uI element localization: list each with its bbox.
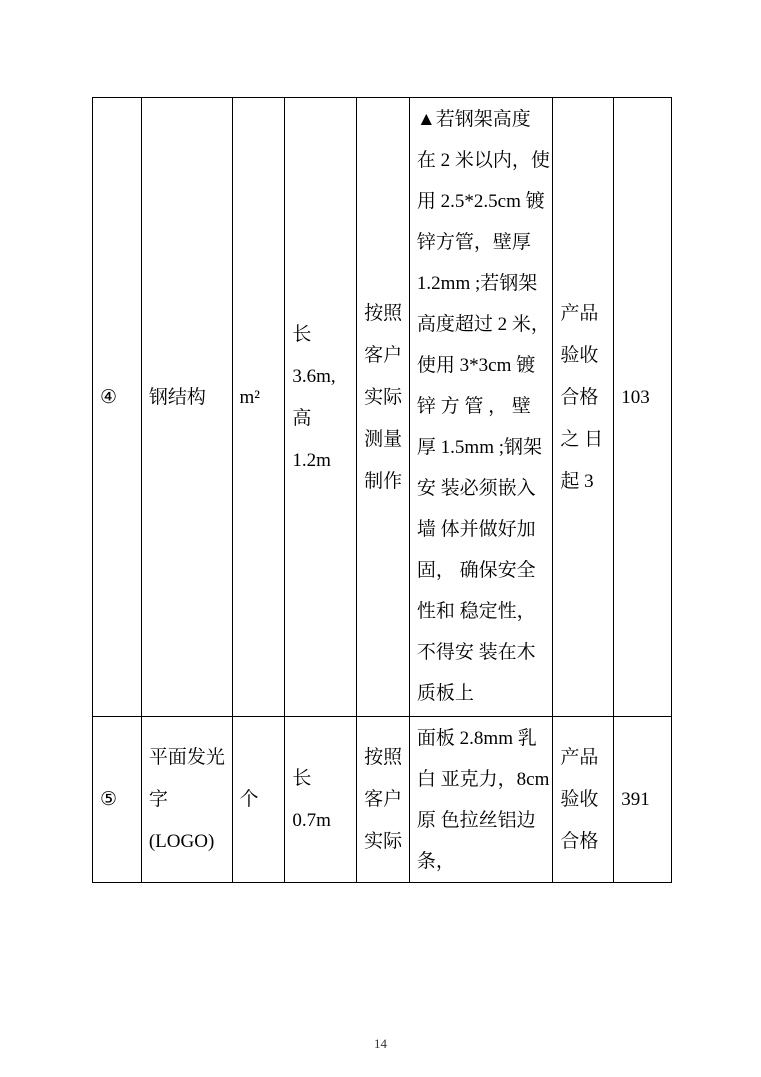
text-line: 起 3 bbox=[560, 471, 594, 492]
text-line: 0.7m bbox=[292, 809, 331, 831]
text-line: 之 日 bbox=[560, 429, 604, 450]
text-line: (LOGO) bbox=[148, 830, 215, 852]
unit-value: m² bbox=[239, 387, 260, 408]
table-row bbox=[93, 98, 671, 717]
text-line: 平面发光 bbox=[148, 746, 225, 768]
page-number: 14 bbox=[374, 1036, 387, 1051]
method-cell bbox=[357, 98, 410, 716]
text-line: 锌方管，壁厚 bbox=[416, 232, 531, 253]
row-number: ④ bbox=[100, 387, 118, 408]
unit-value: 个 bbox=[239, 788, 259, 810]
text-line: 在 2 米以内，使 bbox=[416, 150, 550, 171]
spec-description-cell bbox=[410, 717, 553, 882]
amount-value: 391 bbox=[621, 788, 650, 810]
text-line: 实际 bbox=[364, 830, 403, 852]
item-name-cell bbox=[142, 717, 233, 882]
text-line: 高度超过 2 米， bbox=[416, 314, 550, 335]
text-line: 安 装必须嵌入 bbox=[416, 478, 536, 499]
text-line: 合格 bbox=[560, 830, 599, 852]
text-line: 3.6m, bbox=[292, 366, 336, 387]
text-line: 验收 bbox=[560, 788, 599, 810]
item-name-cell bbox=[142, 98, 233, 716]
text-line: 原 色拉丝铝边 bbox=[416, 810, 536, 831]
text-line: 白 亚克力，8cm bbox=[416, 769, 550, 790]
product-spec-table bbox=[92, 97, 672, 883]
size-cell bbox=[285, 717, 357, 882]
text-line: 合格 bbox=[560, 387, 599, 408]
acceptance-cell bbox=[553, 717, 614, 882]
text-line: 长 bbox=[292, 767, 312, 789]
text-line: 验收 bbox=[560, 345, 599, 366]
text-line: 按照 bbox=[364, 303, 403, 324]
row-number: ⑤ bbox=[100, 788, 118, 810]
amount-cell bbox=[614, 98, 671, 716]
text-line: 使用 3*3cm 镀 bbox=[416, 355, 536, 376]
item-name: 钢结构 bbox=[148, 387, 206, 408]
unit-cell bbox=[233, 98, 286, 716]
text-line: 制作 bbox=[364, 471, 403, 492]
text-line: 产品 bbox=[560, 746, 599, 768]
text-line: ▲若钢架高度 bbox=[416, 109, 531, 130]
text-line: 用 2.5*2.5cm 镀 bbox=[416, 191, 545, 212]
row-number-cell bbox=[93, 98, 142, 716]
text-line: 条， bbox=[416, 851, 455, 872]
spec-description-cell bbox=[410, 98, 553, 716]
unit-cell bbox=[233, 717, 286, 882]
amount-value: 103 bbox=[621, 387, 650, 408]
text-line: 长 bbox=[292, 324, 312, 345]
size-cell bbox=[285, 98, 357, 716]
text-line: 厚 1.5mm ;钢架 bbox=[416, 437, 543, 458]
text-line: 实际 bbox=[364, 387, 403, 408]
text-line: 质板上 bbox=[416, 683, 474, 704]
text-line: 客户 bbox=[364, 345, 403, 366]
text-line: 墙 体并做好加 bbox=[416, 519, 536, 540]
table-row bbox=[93, 717, 671, 882]
text-line: 客户 bbox=[364, 788, 403, 810]
text-line: 1.2mm ;若钢架 bbox=[416, 273, 538, 294]
text-line: 产品 bbox=[560, 303, 599, 324]
text-line: 按照 bbox=[364, 746, 403, 768]
text-line: 面板 2.8mm 乳 bbox=[416, 728, 537, 749]
text-line: 高 bbox=[292, 408, 312, 429]
text-line: 固， 确保安全 bbox=[416, 560, 536, 581]
text-line: 测量 bbox=[364, 429, 403, 450]
text-line: 字 bbox=[148, 788, 168, 810]
amount-cell bbox=[614, 717, 671, 882]
acceptance-cell bbox=[553, 98, 614, 716]
text-line: 不得安 装在木 bbox=[416, 642, 536, 663]
row-number-cell bbox=[93, 717, 142, 882]
text-line: 锌 方 管 ， 壁 bbox=[416, 396, 531, 417]
method-cell bbox=[357, 717, 410, 882]
text-line: 性和 稳定性， bbox=[416, 601, 536, 622]
text-line: 1.2m bbox=[292, 450, 331, 471]
